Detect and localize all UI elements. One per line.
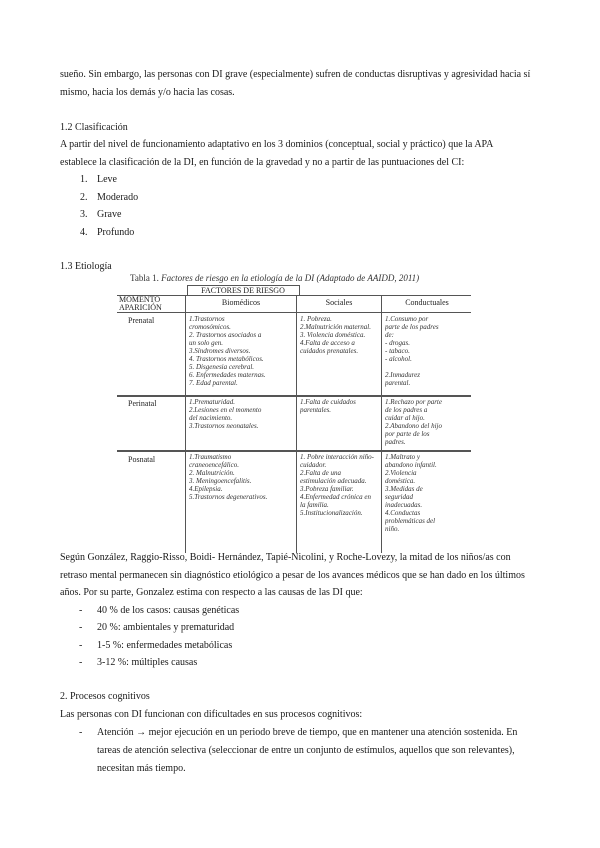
list-item: 3-12 %: múltiples causas [97,657,198,668]
table-col-biomedicos: Biomédicos [221,298,261,307]
intro-line-1: sueño. Sin embargo, las personas con DI grave (especialmente) sufren de conductas disruptivas y agresividad hacia sí [60,69,531,80]
table-col-conductuales: Conductuales [405,298,449,307]
bullet-dash: - [79,605,83,616]
atencion-line-2: tareas de atención selectiva (seleccionar de entre un conjunto de estímulos, aquellos que son relevantes), [97,745,515,756]
table-rule [117,451,471,452]
table-cell: 1. Pobre interacción niño- cuidador. 2.Falta de una estimulación adecuada. 3.Pobreza familiar. 4.Enfermedad crónica en la familia. 5.Institucionalización. [300,453,375,517]
risk-factors-table [117,273,471,553]
atencion-line-3: necesitan más tiempo. [97,763,186,774]
gonzalez-line-2: retraso mental permanecen sin diagnóstico etiológico a pesar de los avances médicos que se han dado en los últimos [60,570,525,581]
table-cell: 1.Maltrato y abandono infantil. 2.Violencia doméstica. 3.Medidas de seguridad inadecuadas. 4.Conductas problemáticas del niño. [385,453,437,533]
table-rule [185,295,186,553]
bullet-dash: - [79,657,83,668]
table-rule [117,312,471,313]
clasificacion-line-1: A partir del nivel de funcionamiento adaptativo en los 3 dominios (conceptual, social y práctico) que la APA [60,139,494,150]
bullet-dash: - [79,622,83,633]
list-item: 40 % de los casos: causas genéticas [97,605,240,616]
list-item: Moderado [97,192,139,203]
table-caption-label: Tabla 1. [130,273,159,283]
list-number: 2. [80,192,88,203]
atencion-line-1: Atención → mejor ejecución en un periodo breve de tiempo, que en mantener una atención sostenida. En [97,727,518,738]
section-heading-clasificacion: 1.2 Clasificación [60,122,128,133]
table-cell: 1. Pobreza. 2.Malnutrición maternal. 3. Violencia doméstica. 4.Falta de acceso a cuidados prenatales. [300,315,371,355]
table-row-label: Posnatal [128,455,156,464]
list-item: Grave [97,209,122,220]
table-cell: 1.Prematuridad. 2.Lesiones en el momento del nacimiento. 3.Trastornos neonatales. [189,398,262,430]
list-number: 3. [80,209,88,220]
table-rule [117,396,471,397]
bullet-dash: - [79,640,83,651]
intro-line-2: mismo, hacia los demás y/o hacia las cosas. [60,87,235,98]
table-cell: 1.Traumatismo craneoencefálico. 2. Malnutrición. 3. Meningoencefalitis. 4.Epilepsia. 5.Trastornos degenerativos. [189,453,268,501]
table-col-moment: MOMENTO APARICIÓN [119,295,162,312]
table-cell: 1.Trastornos cromosómicos. 2. Trastornos asociados a un solo gen. 3.Síndromes diversos. 4. Trastornos metabólicos. 5. Disgenesia cerebral. 6. Enfermedades maternas. 7. Edad parental. [189,315,266,387]
table-rule [296,295,297,553]
table-col-sociales: Sociales [325,298,353,307]
table-group-header: FACTORES DE RIESGO [201,286,285,295]
list-number: 4. [80,227,88,238]
table-cell: 1.Rechazo por parte de los padres a cuidar al hijo. 2.Abandono del hijo por parte de los padres. [385,398,442,446]
section-heading-etiologia: 1.3 Etiología [60,261,112,272]
list-number: 1. [80,174,88,185]
list-item: 1-5 %: enfermedades metabólicas [97,640,233,651]
table-cell: 1.Consumo por parte de los padres de: - drogas. - tabaco. - alcohol. 2.Inmadurez parental. [385,315,439,387]
clasificacion-line-2: establece la clasificación de la DI, en función de la gravedad y no a partir de las puntuaciones del CI: [60,157,465,168]
list-item: Leve [97,174,117,185]
bullet-dash: - [79,727,83,738]
table-rule [299,285,300,295]
list-item: Profundo [97,227,135,238]
table-caption [130,273,419,284]
gonzalez-line-1: Según González, Raggio-Risso, Boidi- Hernández, Tapié-Nicolini, y Roche-Lovezy, la mitad de los niños/as con [60,552,511,563]
table-rule [381,295,382,553]
table-caption-text: Factores de riesgo en la etiología de la DI (Adaptado de AAIDD, 2011) [161,273,420,283]
section-heading-procesos: 2. Procesos cognitivos [60,691,150,702]
list-item: 20 %: ambientales y prematuridad [97,622,235,633]
table-cell: 1.Falta de cuidados parentales. [300,398,356,414]
table-grid [117,285,471,553]
gonzalez-line-3: años. Por su parte, Gonzalez estima con respecto a las causas de las DI que: [60,587,363,598]
table-row-label: Prenatal [128,316,155,325]
procesos-line-1: Las personas con DI funcionan con dificultades en sus procesos cognitivos: [60,709,363,720]
table-row-label: Perinatal [128,399,157,408]
